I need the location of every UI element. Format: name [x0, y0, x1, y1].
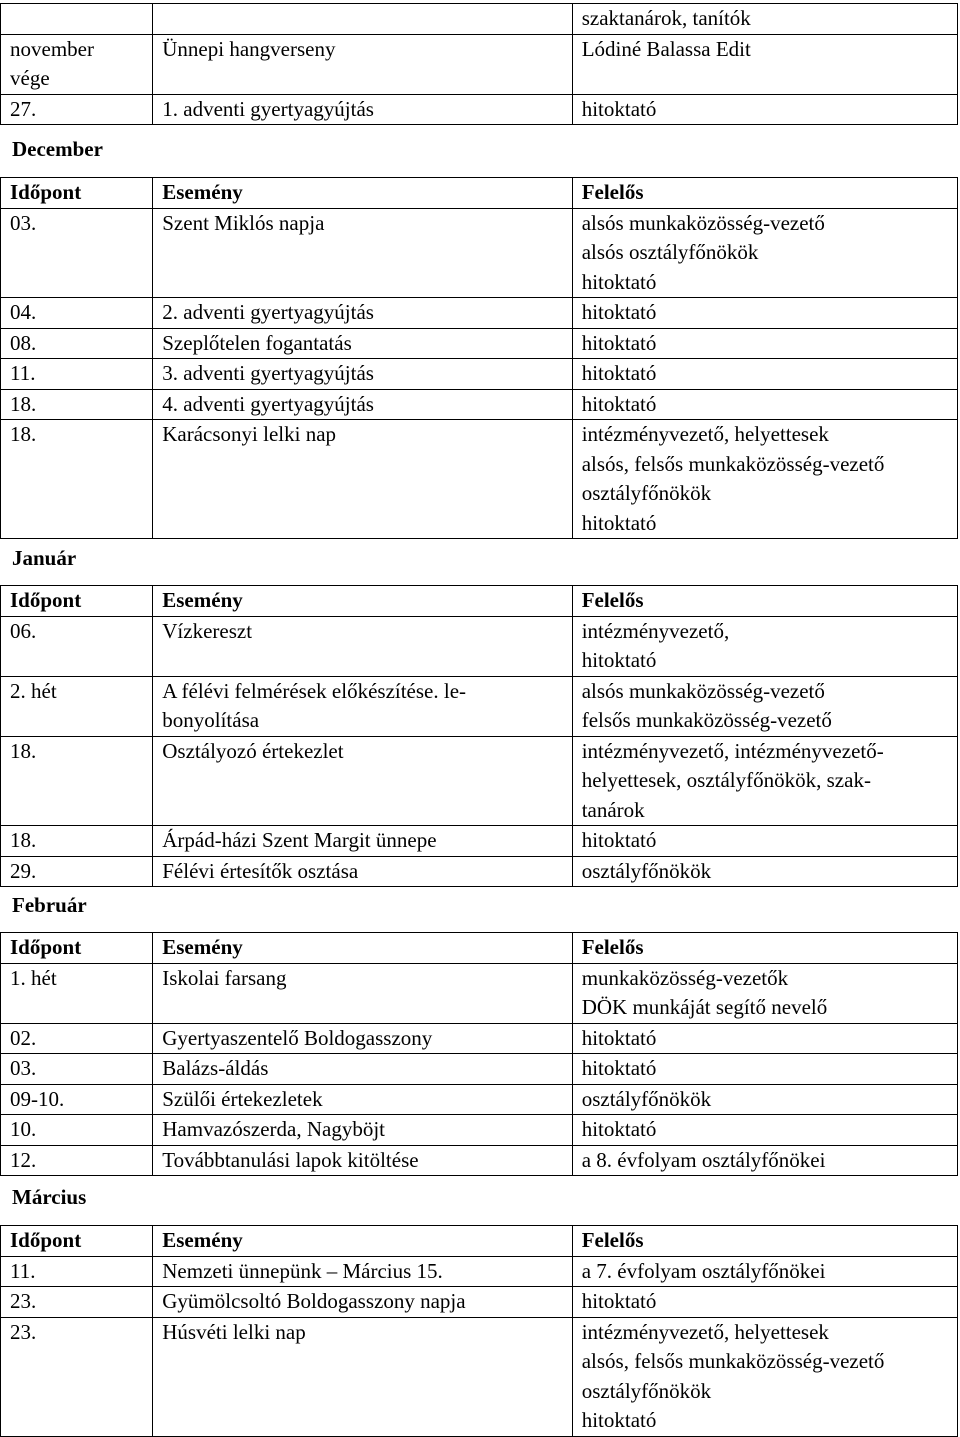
event-cell: 2. adventi gyertyagyújtás: [153, 298, 572, 329]
event-cell: 1. adventi gyertyagyújtás: [153, 94, 572, 125]
table-row: [1, 736, 958, 826]
responsible-cell: [572, 826, 957, 857]
table-row: [1, 1023, 958, 1054]
responsible-line: hitoktató: [581, 391, 657, 416]
header-responsible: Felelős: [572, 586, 957, 617]
table-row: [1, 676, 958, 736]
responsible-cell: [572, 328, 957, 359]
month-heading: December: [12, 137, 103, 161]
responsible-line: helyettesek, osztályfőnökök, szak-: [581, 768, 871, 792]
date-cell: 23.: [1, 1317, 153, 1436]
table-row: [1, 1256, 958, 1287]
responsible-line: alsós munkaközösség-vezető: [581, 678, 825, 703]
date-cell: 27.: [1, 94, 153, 125]
month-heading: Február: [12, 893, 87, 917]
responsible-cell: [572, 1287, 957, 1318]
month-heading: Március: [12, 1185, 87, 1209]
date-line: vége: [10, 66, 50, 90]
responsible-line: hitoktató: [581, 510, 657, 535]
responsible-cell: [572, 963, 957, 1023]
header-responsible: Felelős: [572, 178, 957, 209]
responsible-cell: [572, 1023, 957, 1054]
responsible-cell: [572, 359, 957, 390]
table-row: [1, 963, 958, 1023]
table-row: [1, 420, 958, 539]
responsible-cell: [572, 94, 957, 125]
date-cell: [1, 34, 153, 94]
event-cell: Gyümölcsoltó Boldogasszony napja: [153, 1287, 572, 1318]
event-cell: Osztályozó értekezlet: [153, 736, 572, 826]
event-cell: Vízkereszt: [153, 616, 572, 676]
date-cell: 03.: [1, 208, 153, 298]
table-row: [1, 208, 958, 298]
date-cell: 04.: [1, 298, 153, 329]
date-cell: 06.: [1, 616, 153, 676]
date-cell: 18.: [1, 736, 153, 826]
date-line: november: [10, 36, 94, 61]
responsible-line: Lódiné Balassa Edit: [581, 36, 751, 61]
responsible-line: intézményvezető, intézményvezető-: [581, 738, 884, 763]
event-cell: Szent Miklós napja: [153, 208, 572, 298]
event-line: bonyolítása: [162, 708, 260, 732]
month-heading: Január: [12, 546, 77, 570]
responsible-line: alsós munkaközösség-vezető: [581, 210, 825, 235]
responsible-cell: [572, 856, 957, 887]
date-cell: 09-10.: [1, 1084, 153, 1115]
responsible-cell: [572, 208, 957, 298]
table-row: [1, 298, 958, 329]
date-cell: 03.: [1, 1054, 153, 1085]
table-row: [1, 1115, 958, 1146]
responsible-line: szaktanárok, tanítók: [581, 6, 751, 30]
responsible-line: hitoktató: [581, 361, 657, 385]
table-row: [1, 389, 958, 420]
responsible-cell: [572, 420, 957, 539]
responsible-line: osztályfőnökök: [581, 858, 712, 883]
responsible-line: a 7. évfolyam osztályfőnökei: [581, 1258, 826, 1283]
responsible-line: osztályfőnökök: [581, 1378, 712, 1403]
event-cell: Gyertyaszentelő Boldogasszony: [153, 1023, 572, 1054]
event-line: A félévi felmérések előkészítése. le-: [162, 678, 467, 703]
date-cell: 12.: [1, 1145, 153, 1176]
header-date: Időpont: [1, 586, 153, 617]
responsible-cell: [572, 4, 957, 35]
date-cell: 18.: [1, 389, 153, 420]
responsible-cell: [572, 389, 957, 420]
event-cell: [153, 4, 572, 35]
event-cell: Árpád-házi Szent Margit ünnepe: [153, 826, 572, 857]
date-cell: 18.: [1, 826, 153, 857]
responsible-cell: [572, 616, 957, 676]
header-date: Időpont: [1, 178, 153, 209]
table-header-row: [1, 586, 958, 617]
responsible-cell: [572, 1115, 957, 1146]
table-row: [1, 34, 958, 94]
responsible-cell: [572, 1317, 957, 1436]
event-cell: 3. adventi gyertyagyújtás: [153, 359, 572, 390]
responsible-line: felsős munkaközösség-vezető: [581, 708, 832, 732]
date-cell: 29.: [1, 856, 153, 887]
event-cell: 4. adventi gyertyagyújtás: [153, 389, 572, 420]
responsible-line: munkaközösség-vezetők: [581, 965, 789, 990]
table-header-row: [1, 933, 958, 964]
date-cell: 2. hét: [1, 676, 153, 736]
event-cell: Iskolai farsang: [153, 963, 572, 1023]
header-date: Időpont: [1, 933, 153, 964]
responsible-line: a 8. évfolyam osztályfőnökei: [581, 1147, 826, 1172]
month-schedule-table: [0, 1225, 958, 1437]
date-cell: 02.: [1, 1023, 153, 1054]
responsible-line: hitoktató: [581, 828, 657, 852]
event-cell: Félévi értesítők osztása: [153, 856, 572, 887]
date-cell: 10.: [1, 1115, 153, 1146]
header-event: Esemény: [153, 586, 572, 617]
month-schedule-table: [0, 585, 958, 887]
date-cell: 18.: [1, 420, 153, 539]
responsible-cell: [572, 736, 957, 826]
date-cell: 11.: [1, 359, 153, 390]
responsible-cell: [572, 298, 957, 329]
responsible-cell: [572, 34, 957, 94]
responsible-line: intézményvezető,: [581, 618, 730, 643]
responsible-line: DÖK munkáját segítő nevelő: [581, 995, 828, 1019]
responsible-line: alsós, felsős munkaközösség-vezető: [581, 451, 885, 476]
responsible-line: osztályfőnökök: [581, 1086, 712, 1111]
table-row: [1, 1287, 958, 1318]
date-cell: 11.: [1, 1256, 153, 1287]
table-row: [1, 328, 958, 359]
event-cell: Ünnepi hangverseny: [153, 34, 572, 94]
responsible-line: hitoktató: [581, 300, 657, 324]
responsible-line: hitoktató: [581, 1025, 657, 1050]
event-cell: [153, 676, 572, 736]
header-event: Esemény: [153, 1226, 572, 1257]
event-cell: Továbbtanulási lapok kitöltése: [153, 1145, 572, 1176]
event-cell: Hamvazószerda, Nagyböjt: [153, 1115, 572, 1146]
responsible-line: hitoktató: [581, 96, 657, 121]
responsible-line: alsós osztályfőnökök: [581, 240, 759, 264]
responsible-line: intézményvezető, helyettesek: [581, 1319, 829, 1344]
event-cell: Szeplőtelen fogantatás: [153, 328, 572, 359]
table-header-row: [1, 1226, 958, 1257]
responsible-line: tanárok: [581, 797, 645, 822]
responsible-cell: [572, 1084, 957, 1115]
responsible-line: hitoktató: [581, 1408, 657, 1432]
responsible-line: hitoktató: [581, 1289, 657, 1313]
responsible-cell: [572, 1256, 957, 1287]
responsible-cell: [572, 1145, 957, 1176]
event-cell: Balázs-áldás: [153, 1054, 572, 1085]
month-schedule-table: [0, 932, 958, 1176]
table-row: [1, 359, 958, 390]
event-cell: Nemzeti ünnepünk – Március 15.: [153, 1256, 572, 1287]
date-cell: [1, 4, 153, 35]
table-row: [1, 94, 958, 125]
event-cell: Húsvéti lelki nap: [153, 1317, 572, 1436]
responsible-line: intézményvezető, helyettesek: [581, 422, 829, 446]
responsible-line: hitoktató: [581, 1117, 657, 1141]
responsible-line: osztályfőnökök: [581, 481, 712, 505]
header-event: Esemény: [153, 178, 572, 209]
header-responsible: Felelős: [572, 1226, 957, 1257]
table-row: [1, 1317, 958, 1436]
table-row: [1, 1054, 958, 1085]
table-row: [1, 1084, 958, 1115]
table-row: [1, 856, 958, 887]
month-schedule-table: [0, 177, 958, 539]
responsible-line: hitoktató: [581, 330, 657, 355]
date-cell: 1. hét: [1, 963, 153, 1023]
table-row: [1, 1145, 958, 1176]
november-continued-table: [0, 3, 958, 125]
responsible-cell: [572, 1054, 957, 1085]
event-cell: Karácsonyi lelki nap: [153, 420, 572, 539]
responsible-line: hitoktató: [581, 1056, 657, 1080]
responsible-line: alsós, felsős munkaközösség-vezető: [581, 1349, 885, 1373]
header-event: Esemény: [153, 933, 572, 964]
table-row: [1, 826, 958, 857]
date-cell: 23.: [1, 1287, 153, 1318]
responsible-cell: [572, 676, 957, 736]
table-header-row: [1, 178, 958, 209]
header-date: Időpont: [1, 1226, 153, 1257]
header-responsible: Felelős: [572, 933, 957, 964]
responsible-line: hitoktató: [581, 648, 657, 672]
event-cell: Szülői értekezletek: [153, 1084, 572, 1115]
table-row: [1, 4, 958, 35]
date-cell: 08.: [1, 328, 153, 359]
responsible-line: hitoktató: [581, 269, 657, 294]
table-row: [1, 616, 958, 676]
